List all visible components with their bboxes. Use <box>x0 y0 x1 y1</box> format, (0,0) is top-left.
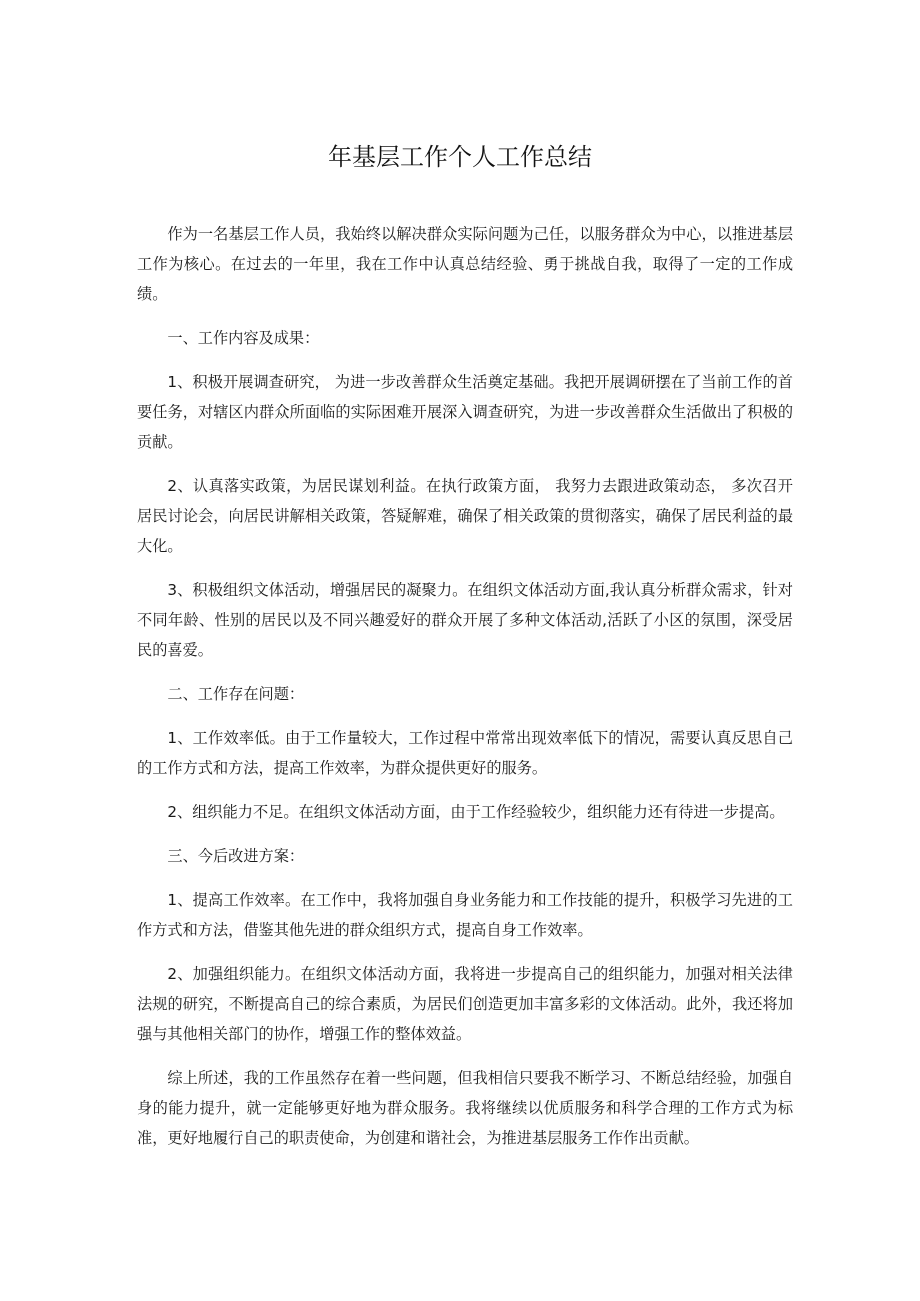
document-title: 年基层工作个人工作总结 <box>328 143 592 171</box>
paragraph-improve-efficiency: 1、提高工作效率。在工作中，我将加强自身业务能力和工作技能的提升，积极学习先进的工作方式和方法，借鉴其他先进的群众组织方式，提高自身工作效率。 <box>137 891 793 939</box>
intro-paragraph: 作为一名基层工作人员，我始终以解决群众实际问题为己任，以服务群众为中心，以推进基层工作为核心。在过去的一年里，我在工作中认真总结经验、勇于挑战自我，取得了一定的工作成绩。 <box>137 225 793 303</box>
paragraph-improve-organization: 2、加强组织能力。在组织文体活动方面，我将进一步提高自己的组织能力，加强对相关法律法规的研究，不断提高自己的综合素质，为居民们创造更加丰富多彩的文体活动。此外，我还将加强与其他相关部门的协作，增强工作的整体效益。 <box>137 965 793 1043</box>
paragraph-efficiency-problem: 1、工作效率低。由于工作量较大，工作过程中常常出现效率低下的情况，需要认真反思自己的工作方式和方法，提高工作效率，为群众提供更好的服务。 <box>137 729 793 777</box>
section-heading-problems: 二、工作存在问题： <box>167 685 305 703</box>
document-body <box>137 219 793 1167</box>
conclusion-paragraph: 综上所述，我的工作虽然存在着一些问题，但我相信只要我不断学习、不断总结经验，加强自身的能力提升，就一定能够更好地为群众服务。我将继续以优质服务和科学合理的工作方式为标准，更好地履行自己的职责使命，为创建和谐社会，为推进基层服务工作作出贡献。 <box>137 1069 793 1147</box>
paragraph-activities: 3、积极组织文体活动，增强居民的凝聚力。在组织文体活动方面,我认真分析群众需求，针对不同年龄、性别的居民以及不同兴趣爱好的群众开展了多种文体活动,活跃了小区的氛围，深受居民的喜爱。 <box>137 581 793 659</box>
section-heading-work-content: 一、工作内容及成果： <box>167 329 320 347</box>
paragraph-research: 1、积极开展调查研究， 为进一步改善群众生活奠定基础。我把开展调研摆在了当前工作的首要任务，对辖区内群众所面临的实际困难开展深入调查研究，为进一步改善群众生活做出了积极的贡献。 <box>137 373 793 451</box>
section-heading-improvements: 三、今后改进方案： <box>167 847 305 865</box>
paragraph-policy: 2、认真落实政策，为居民谋划利益。在执行政策方面， 我努力去跟进政策动态， 多次召开居民讨论会，向居民讲解相关政策，答疑解难，确保了相关政策的贯彻落实，确保了居民利益的最大化。 <box>137 477 793 555</box>
paragraph-organization-problem: 2、组织能力不足。在组织文体活动方面，由于工作经验较少，组织能力还有待进一步提高。 <box>167 803 785 821</box>
